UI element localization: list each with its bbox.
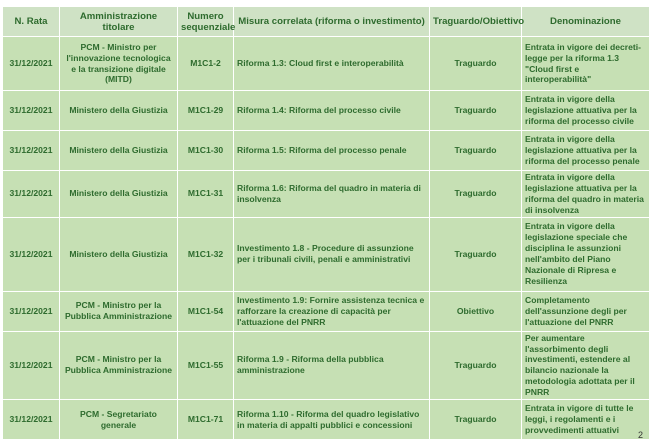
cell-amministrazione: PCM - Segretariato generale	[60, 400, 178, 440]
cell-amministrazione: PCM - Ministro per la Pubblica Amministrazione	[60, 331, 178, 399]
cell-amministrazione: Ministero della Giustizia	[60, 171, 178, 218]
cell-tipo: Obiettivo	[430, 291, 522, 331]
cell-rata: 31/12/2021	[3, 331, 60, 399]
table-row	[3, 171, 650, 218]
cell-numero: M1C1-71	[178, 400, 234, 440]
cell-misura: Riforma 1.6: Riforma del quadro in materia di insolvenza	[234, 171, 430, 218]
cell-amministrazione: PCM - Ministro per l'innovazione tecnologica e la transizione digitale (MITD)	[60, 37, 178, 91]
cell-misura: Investimento 1.8 - Procedure di assunzione per i tribunali civili, penali e amministrativi	[234, 217, 430, 291]
cell-rata: 31/12/2021	[3, 291, 60, 331]
cell-tipo: Traguardo	[430, 171, 522, 218]
cell-tipo: Traguardo	[430, 131, 522, 171]
table-row	[3, 91, 650, 131]
cell-misura: Riforma 1.3: Cloud first e interoperabilità	[234, 37, 430, 91]
cell-rata: 31/12/2021	[3, 91, 60, 131]
cell-amministrazione: Ministero della Giustizia	[60, 217, 178, 291]
cell-amministrazione: Ministero della Giustizia	[60, 131, 178, 171]
cell-misura: Riforma 1.9 - Riforma della pubblica amministrazione	[234, 331, 430, 399]
milestones-table	[2, 6, 650, 440]
page-number: 2	[638, 430, 644, 440]
cell-denominazione: Per aumentare l'assorbimento degli investimenti, estendere al bilancio nazionale la metodologia adottata per il PNRR	[522, 331, 650, 399]
table-row	[3, 131, 650, 171]
cell-numero: M1C1-32	[178, 217, 234, 291]
cell-rata: 31/12/2021	[3, 217, 60, 291]
cell-numero: M1C1-2	[178, 37, 234, 91]
header-denominazione: Denominazione	[522, 7, 650, 37]
table-row	[3, 217, 650, 291]
cell-misura: Investimento 1.9: Fornire assistenza tecnica e rafforzare la creazione di capacità per l'attuazione del PNRR	[234, 291, 430, 331]
header-tipo: Traguardo/Obiettivo	[430, 7, 522, 37]
cell-rata: 31/12/2021	[3, 171, 60, 218]
cell-numero: M1C1-31	[178, 171, 234, 218]
header-misura: Misura correlata (riforma o investimento)	[234, 7, 430, 37]
cell-amministrazione: Ministero della Giustizia	[60, 91, 178, 131]
cell-rata: 31/12/2021	[3, 131, 60, 171]
cell-denominazione: Entrata in vigore dei decreti-legge per la riforma 1.3 "Cloud first e interoperabilità"	[522, 37, 650, 91]
table-row	[3, 37, 650, 91]
cell-denominazione: Completamento dell'assunzione degli per l'attuazione del PNRR	[522, 291, 650, 331]
table-row	[3, 291, 650, 331]
cell-denominazione: Entrata in vigore di tutte le leggi, i regolamenti e i provvedimenti attuativi	[522, 400, 650, 440]
cell-tipo: Traguardo	[430, 37, 522, 91]
cell-rata: 31/12/2021	[3, 400, 60, 440]
cell-numero: M1C1-30	[178, 131, 234, 171]
cell-tipo: Traguardo	[430, 217, 522, 291]
table-header-row	[3, 7, 650, 37]
cell-numero: M1C1-55	[178, 331, 234, 399]
header-amministrazione: Amministrazione titolare	[60, 7, 178, 37]
cell-denominazione: Entrata in vigore della legislazione attuativa per la riforma del quadro in materia di insolvenza	[522, 171, 650, 218]
cell-misura: Riforma 1.4: Riforma del processo civile	[234, 91, 430, 131]
cell-tipo: Traguardo	[430, 91, 522, 131]
cell-tipo: Traguardo	[430, 331, 522, 399]
cell-misura: Riforma 1.5: Riforma del processo penale	[234, 131, 430, 171]
cell-denominazione: Entrata in vigore della legislazione speciale che disciplina le assunzioni nell'ambito del Piano Nazionale di Ripresa e Resilienza	[522, 217, 650, 291]
cell-denominazione: Entrata in vigore della legislazione attuativa per la riforma del processo civile	[522, 91, 650, 131]
table-row	[3, 331, 650, 399]
cell-numero: M1C1-29	[178, 91, 234, 131]
header-numero: Numero sequenziale	[178, 7, 234, 37]
table-row	[3, 400, 650, 440]
cell-amministrazione: PCM - Ministro per la Pubblica Amministrazione	[60, 291, 178, 331]
cell-misura: Riforma 1.10 - Riforma del quadro legislativo in materia di appalti pubblici e concessioni	[234, 400, 430, 440]
cell-numero: M1C1-54	[178, 291, 234, 331]
cell-denominazione: Entrata in vigore della legislazione attuativa per la riforma del processo penale	[522, 131, 650, 171]
cell-tipo: Traguardo	[430, 400, 522, 440]
cell-rata: 31/12/2021	[3, 37, 60, 91]
header-rata: N. Rata	[3, 7, 60, 37]
